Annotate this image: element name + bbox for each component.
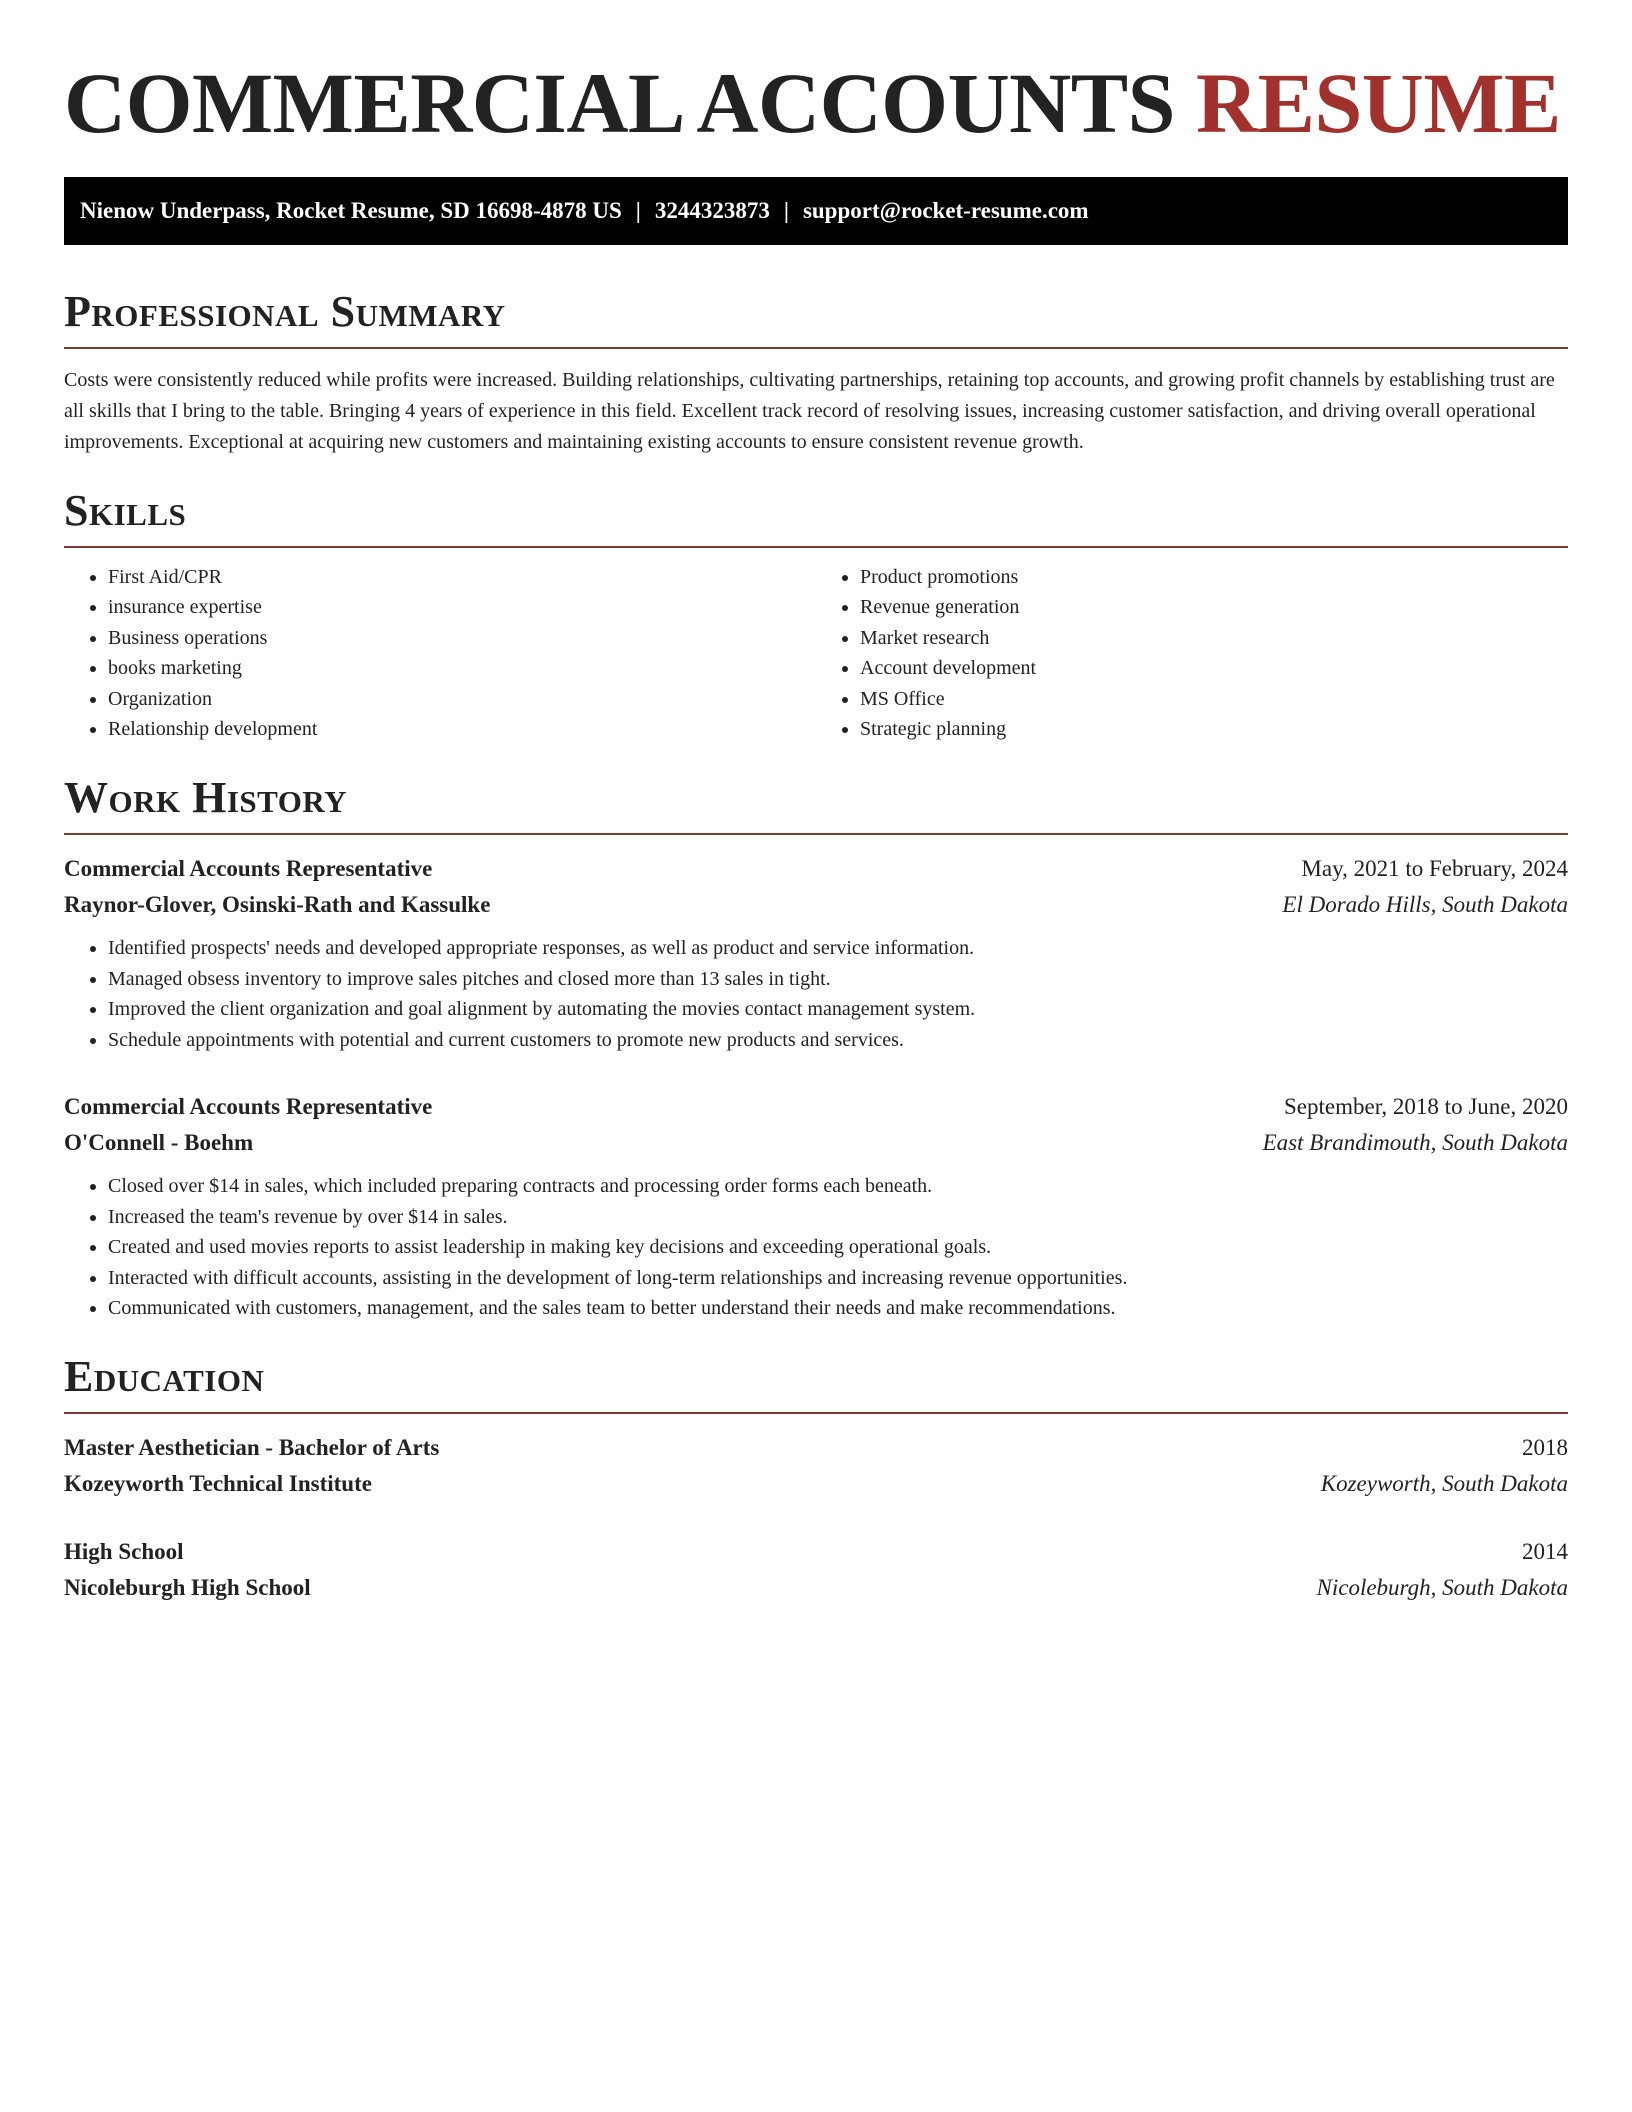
job-bullet: • Closed over $14 in sales, which included preparing contracts and processing order forms each beneath. (108, 1171, 1568, 1202)
skills-grid (64, 562, 1568, 745)
skill-item: • books marketing (108, 653, 816, 684)
skill-item: • Organization (108, 684, 816, 715)
skills-column-right (816, 562, 1568, 745)
job-company-row (64, 1125, 1568, 1161)
job-location: El Dorado Hills, South Dakota (1282, 892, 1568, 918)
job-bullet: • Identified prospects' needs and developed appropriate responses, as well as product and service information. (108, 933, 1568, 964)
job-company-row (64, 887, 1568, 923)
skill-item: • Product promotions (860, 562, 1568, 593)
skill-item: • Business operations (108, 623, 816, 654)
job-bullet: • Created and used movies reports to assist leadership in making key decisions and exceeding operational goals. (108, 1232, 1568, 1263)
contact-bar (64, 177, 1568, 245)
work-history-heading: Work History (64, 775, 1568, 835)
skill-item: • Strategic planning (860, 714, 1568, 745)
summary-section (64, 286, 1568, 458)
education-year: 2014 (1522, 1538, 1568, 1564)
job-title-row (64, 851, 1568, 887)
skill-item: • Market research (860, 623, 1568, 654)
job-title-row (64, 1089, 1568, 1125)
resume-title-accent: RESUME (1195, 55, 1561, 151)
contact-separator: | (783, 197, 789, 223)
education-school: Kozeyworth Technical Institute (64, 1470, 372, 1496)
job-bullet: • Increased the team's revenue by over $14 in sales. (108, 1202, 1568, 1233)
job-company: O'Connell - Boehm (64, 1130, 254, 1156)
education-degree: Master Aesthetician - Bachelor of Arts (64, 1434, 440, 1460)
skill-item: • MS Office (860, 684, 1568, 715)
contact-separator: | (635, 197, 641, 223)
education-year: 2018 (1522, 1434, 1568, 1460)
skill-item: • First Aid/CPR (108, 562, 816, 593)
education-entry (64, 1534, 1568, 1606)
contact-address: Nienow Underpass, Rocket Resume, SD 16698-4878 US (80, 197, 622, 223)
job-entry (64, 851, 1568, 1055)
job-dates: May, 2021 to February, 2024 (1301, 856, 1568, 882)
skill-item: • insurance expertise (108, 592, 816, 623)
education-section (64, 1351, 1568, 1606)
skills-section (64, 485, 1568, 745)
education-degree: High School (64, 1538, 184, 1564)
contact-email: support@rocket-resume.com (802, 197, 1089, 223)
education-entry (64, 1430, 1568, 1502)
job-dates: September, 2018 to June, 2020 (1284, 1094, 1568, 1120)
contact-phone: 3244323873 (654, 197, 770, 223)
education-degree-row (64, 1534, 1568, 1570)
job-title: Commercial Accounts Representative (64, 856, 433, 882)
skill-item: • Relationship development (108, 714, 816, 745)
skill-item: • Revenue generation (860, 592, 1568, 623)
summary-heading: Professional Summary (64, 289, 1568, 349)
education-degree-row (64, 1430, 1568, 1466)
job-bullet: • Communicated with customers, management, and the sales team to better understand their needs and make recommendations. (108, 1293, 1568, 1324)
education-location: Kozeyworth, South Dakota (1320, 1470, 1568, 1496)
education-location: Nicoleburgh, South Dakota (1316, 1574, 1568, 1600)
skill-item: • Account development (860, 653, 1568, 684)
work-history-section (64, 772, 1568, 1324)
education-heading: Education (64, 1354, 1568, 1414)
job-bullet: • Managed obsess inventory to improve sales pitches and closed more than 13 sales in tight. (108, 964, 1568, 995)
job-bullet: • Schedule appointments with potential and current customers to promote new products and services. (108, 1025, 1568, 1056)
education-school-row (64, 1466, 1568, 1502)
job-title: Commercial Accounts Representative (64, 1094, 433, 1120)
summary-text: Costs were consistently reduced while profits were increased. Building relationships, cultivating partnerships, retaining top accounts, and growing profit channels by establishing trust are all skills that I bring to the table. Bringing 4 years of experience in this field. Excellent track record of resolving issues, increasing customer satisfaction, and driving overall operational improvements. Exceptional at acquiring new customers and maintaining existing accounts to ensure consistent revenue growth. (64, 368, 1555, 453)
education-school-row (64, 1570, 1568, 1606)
resume-title-main: COMMERCIAL ACCOUNTS (64, 55, 1175, 151)
job-bullet: • Interacted with difficult accounts, assisting in the development of long-term relationships and increasing revenue opportunities. (108, 1263, 1568, 1294)
job-bullet: • Improved the client organization and goal alignment by automating the movies contact management system. (108, 994, 1568, 1025)
skills-heading: Skills (64, 488, 1568, 548)
job-bullets (64, 1171, 1568, 1324)
job-bullets (64, 933, 1568, 1055)
job-company: Raynor-Glover, Osinski-Rath and Kassulke (64, 892, 491, 918)
education-school: Nicoleburgh High School (64, 1574, 311, 1600)
job-location: East Brandimouth, South Dakota (1262, 1130, 1568, 1156)
resume-title (64, 56, 1568, 151)
job-entry (64, 1089, 1568, 1324)
skills-column-left (64, 562, 816, 745)
